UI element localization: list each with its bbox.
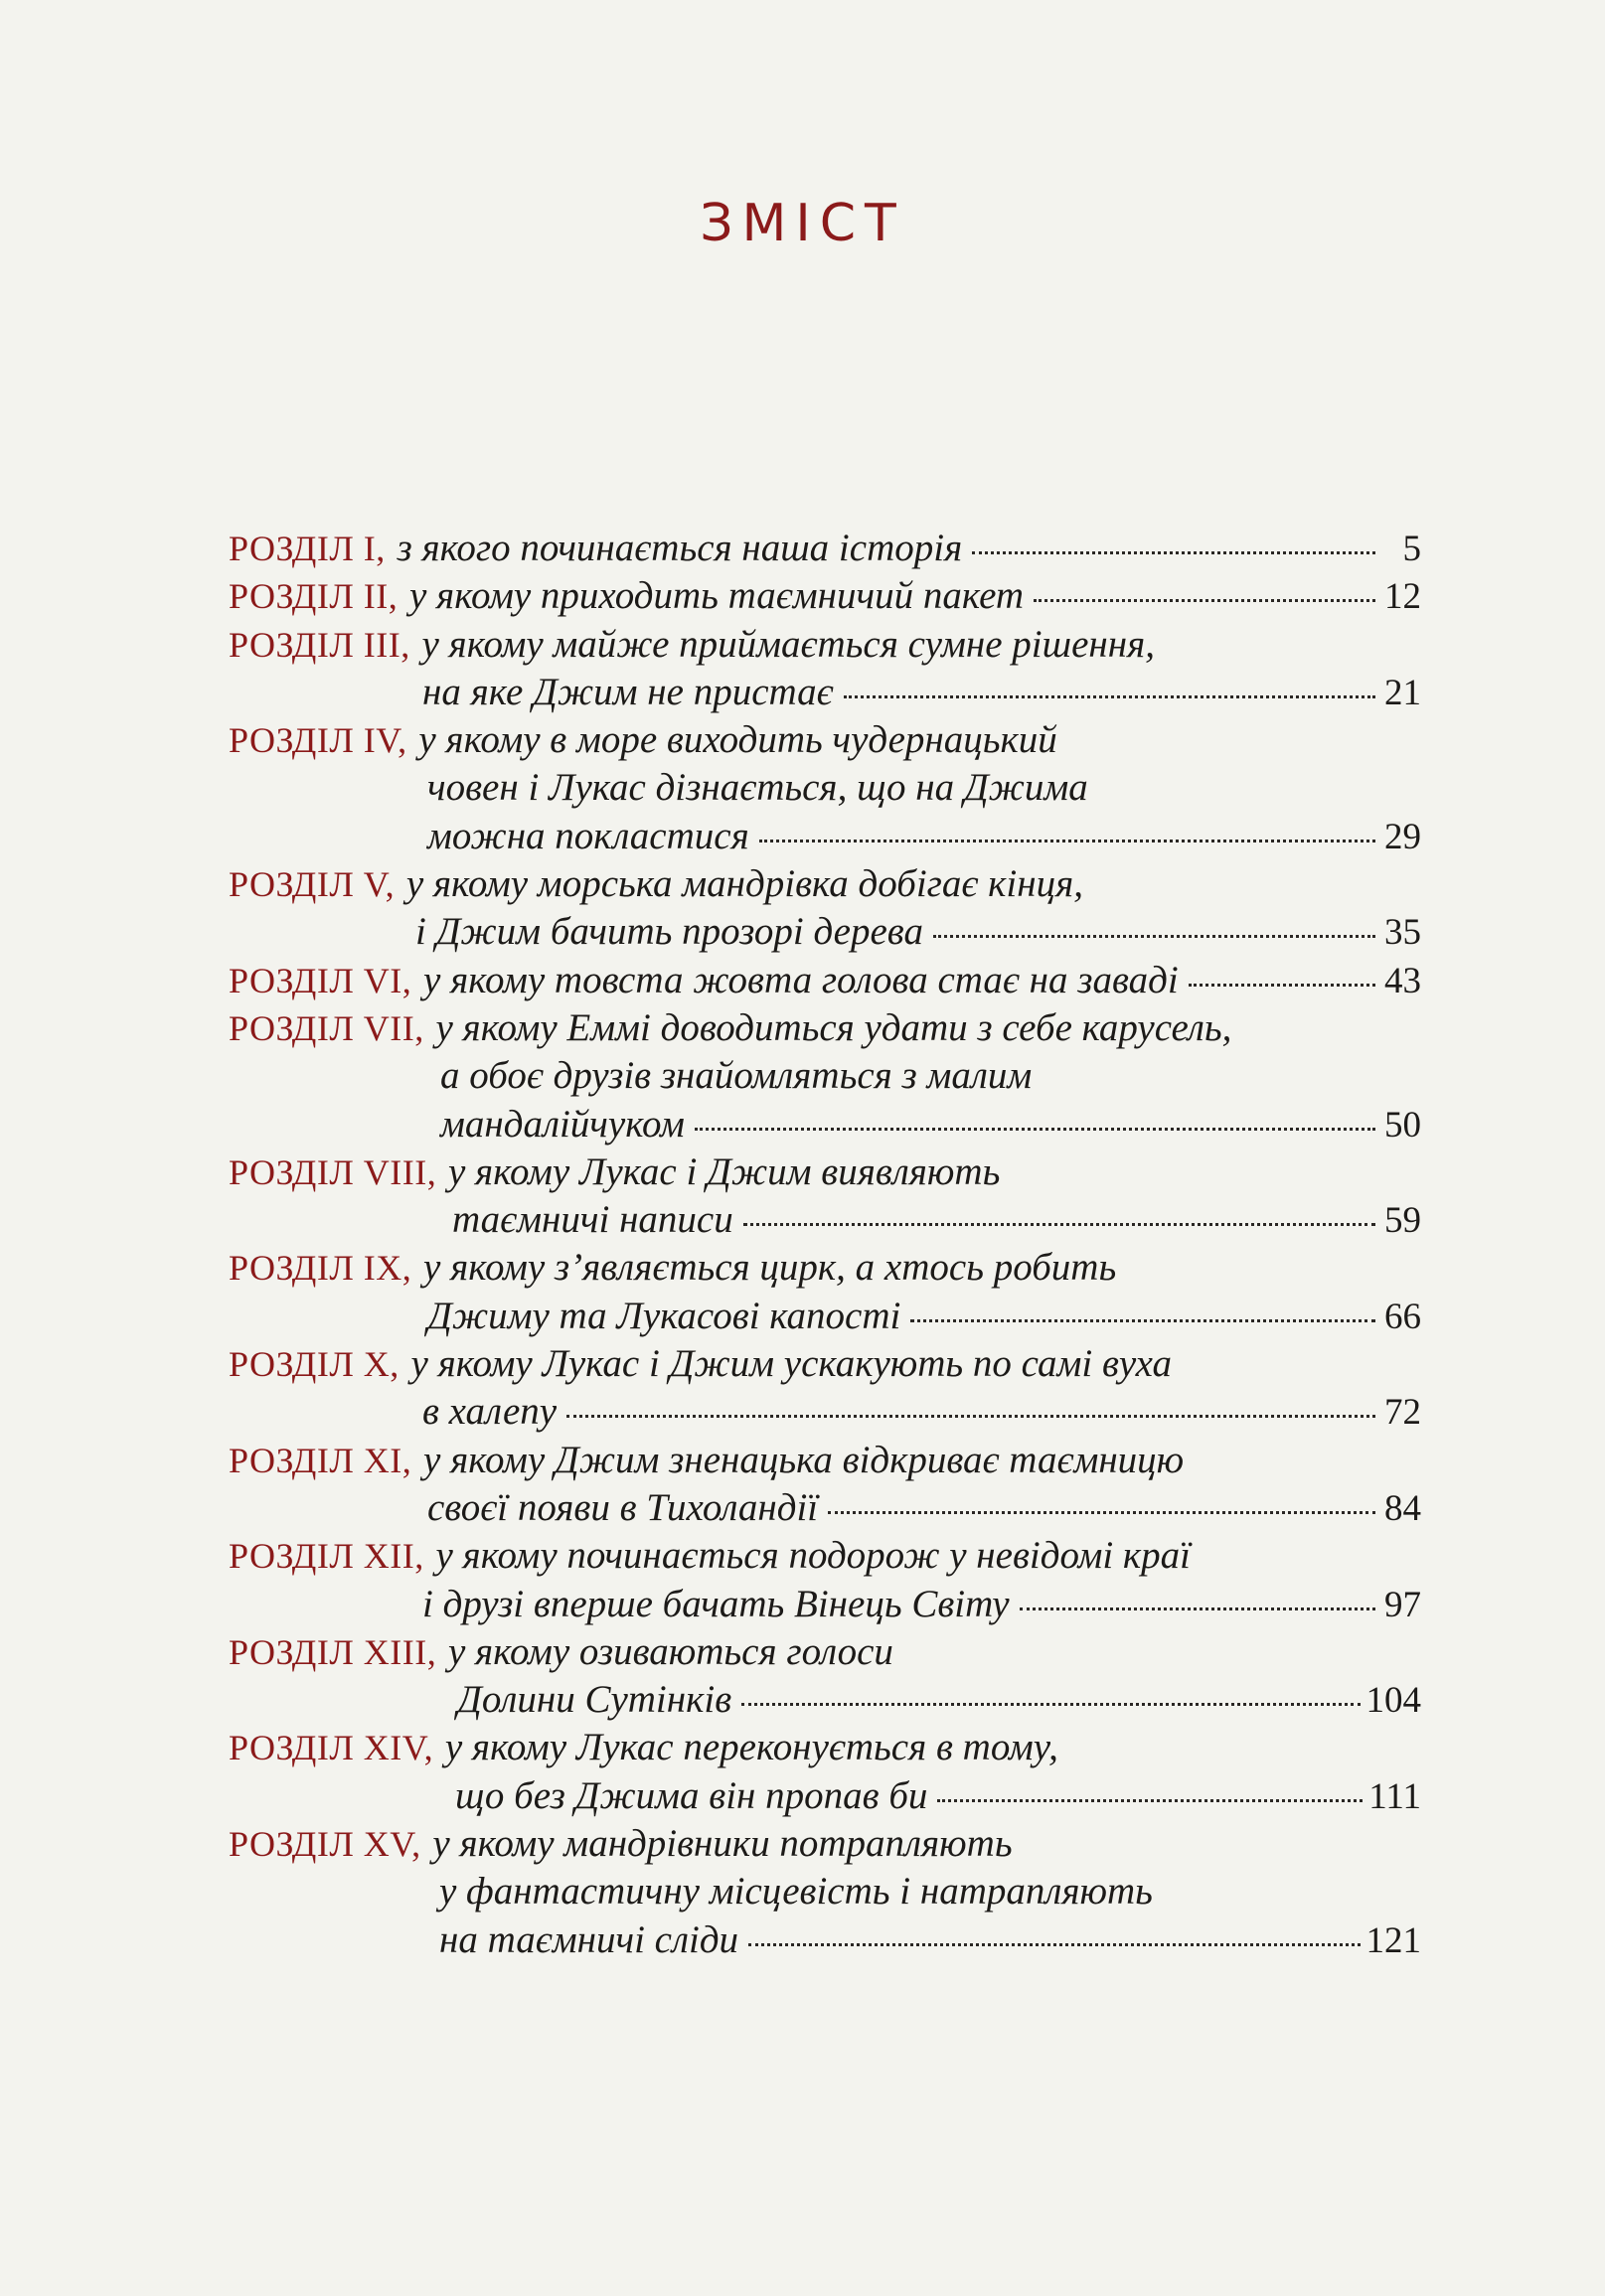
chapter-title-text: що без Джима він пропав би [455, 1773, 928, 1817]
toc-entry [229, 1340, 1421, 1437]
toc-entry [229, 1244, 1421, 1340]
table-of-contents [229, 525, 1421, 1964]
chapter-title-text: на таємничі сліди [439, 1917, 739, 1961]
toc-entry-first-line [229, 1820, 1421, 1868]
toc-entry-first-line [229, 1437, 1421, 1484]
dot-leader [828, 1511, 1375, 1514]
dot-leader [937, 1799, 1363, 1802]
chapter-title-text: і друзі вперше бачать Вінець Світу [422, 1582, 1010, 1625]
dot-leader [1034, 599, 1375, 602]
chapter-label: РОЗДІЛ XI, [229, 1440, 412, 1480]
page-number: 72 [1384, 1392, 1421, 1434]
chapter-title-text: у якому Лукас і Джим ускакують по самі вуха [410, 1342, 1172, 1386]
page-number: 121 [1365, 1919, 1421, 1961]
dot-leader [743, 1223, 1375, 1226]
toc-entry-first-line [229, 716, 1421, 764]
toc-entry-first-line [229, 1244, 1421, 1292]
chapter-label: РОЗДІЛ I, [229, 529, 386, 568]
chapter-label: РОЗДІЛ X, [229, 1344, 400, 1385]
chapter-title-text: з якого починається наша історія [397, 527, 963, 569]
chapter-title-text: і Джим бачить прозорі дерева [415, 910, 923, 954]
toc-entry-continuation-line [229, 1581, 1421, 1628]
page-number: 21 [1384, 672, 1421, 713]
dot-leader [1020, 1607, 1375, 1610]
dot-leader [933, 935, 1375, 938]
toc-entry-continuation-line [229, 1868, 1421, 1915]
chapter-title-text: у фантастичну місцевість і натрапляють [439, 1870, 1153, 1913]
toc-entry-continuation-line [229, 1196, 1421, 1244]
dot-leader [759, 840, 1375, 842]
dot-leader [910, 1319, 1375, 1322]
chapter-label: РОЗДІЛ V, [229, 864, 396, 905]
toc-entry-continuation-line [229, 1772, 1421, 1820]
toc-entry [229, 1628, 1421, 1725]
chapter-title-text: у якому Джим зненацька відкриває таємницю [423, 1438, 1185, 1481]
chapter-title-text: у якому майже приймається сумне рішення, [421, 622, 1155, 666]
chapter-title-text: а обоє друзів знайомляться з малим [440, 1054, 1033, 1098]
chapter-title-text: таємничі написи [452, 1198, 733, 1242]
chapter-title-text: у якому озиваються голоси [448, 1629, 893, 1673]
page-number: 104 [1365, 1680, 1421, 1722]
page-number: 43 [1384, 960, 1421, 1001]
chapter-label: РОЗДІЛ III, [229, 624, 410, 665]
toc-entry-continuation-line [229, 669, 1421, 716]
chapter-title-text: своєї появи в Тихоландії [427, 1485, 819, 1529]
chapter-title-text: у якому з’являється цирк, а хтось робить [423, 1246, 1117, 1290]
toc-entry [229, 1437, 1421, 1533]
page-title: ЗМІСТ [700, 194, 905, 253]
chapter-label: РОЗДІЛ XV, [229, 1824, 421, 1865]
toc-entry-first-line [229, 621, 1421, 669]
toc-entry-continuation-line [229, 908, 1421, 956]
chapter-title-text: у якому морська мандрівка добігає кінця, [405, 862, 1083, 906]
toc-entry [229, 1532, 1421, 1628]
toc-entry-first-line [229, 1724, 1421, 1771]
toc-entry [229, 860, 1421, 957]
toc-entry-continuation-line [229, 1916, 1421, 1964]
page-number: 50 [1384, 1104, 1421, 1146]
chapter-title-text: у якому починається подорож у невідомі краї [435, 1534, 1192, 1578]
chapter-label: РОЗДІЛ IV, [229, 720, 407, 761]
toc-entry-first-line [229, 1532, 1421, 1580]
toc-entry [229, 1724, 1421, 1820]
chapter-title-text: у якому приходить таємничий пакет [409, 574, 1025, 618]
chapter-title-text: у якому Еммі доводиться удати з себе карусель, [435, 1005, 1232, 1049]
toc-entry-first-line [229, 1340, 1421, 1388]
toc-entry [229, 957, 1421, 1004]
dot-leader [566, 1415, 1375, 1418]
toc-entry-continuation-line [229, 813, 1421, 860]
chapter-label: РОЗДІЛ II, [229, 576, 399, 617]
page-number: 12 [1384, 576, 1421, 618]
dot-leader [695, 1128, 1375, 1131]
chapter-label: РОЗДІЛ XIV, [229, 1728, 434, 1768]
page-number: 59 [1384, 1200, 1421, 1242]
toc-entry [229, 1820, 1421, 1964]
page-number: 84 [1384, 1487, 1421, 1529]
chapter-label: РОЗДІЛ IX, [229, 1248, 412, 1289]
page-number: 111 [1368, 1775, 1421, 1817]
toc-entry-first-line [229, 1628, 1421, 1676]
page-number: 66 [1384, 1296, 1421, 1337]
toc-entry [229, 572, 1421, 620]
toc-entry-continuation-line [229, 1052, 1421, 1100]
chapter-title-text: у якому Лукас переконується в тому, [444, 1726, 1058, 1769]
toc-entry-continuation-line [229, 1101, 1421, 1148]
toc-entry [229, 716, 1421, 860]
toc-entry-continuation-line [229, 764, 1421, 812]
chapter-title-text: на яке Джим не пристає [422, 670, 834, 713]
toc-entry [229, 1004, 1421, 1148]
toc-entry-first-line [229, 1148, 1421, 1196]
toc-entry-first-line [229, 860, 1421, 908]
chapter-title-text: у якому товста жовта голова стає на заваді [423, 958, 1179, 1001]
chapter-title-text: в халепу [422, 1390, 558, 1434]
chapter-title-text: човен і Лукас дізнається, що на Джима [427, 766, 1088, 810]
chapter-title-text: у якому в море виходить чудернацький [418, 718, 1057, 762]
chapter-title-text: Долини Сутінків [457, 1678, 732, 1722]
chapter-title-text: Джиму та Лукасові капості [427, 1294, 901, 1337]
dot-leader [972, 551, 1375, 554]
toc-entry-continuation-line [229, 1676, 1421, 1724]
dot-leader [1189, 984, 1375, 987]
page-number: 5 [1402, 529, 1421, 569]
chapter-title-text: мандалійчуком [440, 1102, 685, 1146]
toc-entry [229, 1148, 1421, 1245]
toc-entry-first-line [229, 1004, 1421, 1052]
dot-leader [748, 1943, 1360, 1946]
chapter-title-text: можна покластися [427, 814, 749, 857]
chapter-title-text: у якому Лукас і Джим виявляють [448, 1149, 1001, 1193]
chapter-label: РОЗДІЛ XIII, [229, 1631, 437, 1672]
dot-leader [844, 695, 1375, 698]
chapter-title-text: у якому мандрівники потрапляють [432, 1822, 1013, 1866]
chapter-label: РОЗДІЛ XII, [229, 1536, 424, 1577]
toc-entry-first-line [229, 572, 1421, 620]
toc-entry-continuation-line [229, 1293, 1421, 1340]
toc-entry [229, 525, 1421, 572]
page-number: 35 [1384, 912, 1421, 954]
toc-entry-first-line [229, 957, 1421, 1004]
toc-entry-first-line [229, 525, 1421, 572]
chapter-label: РОЗДІЛ VI, [229, 960, 412, 1000]
toc-entry [229, 621, 1421, 717]
chapter-label: РОЗДІЛ VIII, [229, 1151, 437, 1192]
toc-entry-continuation-line [229, 1388, 1421, 1436]
page-number: 29 [1384, 816, 1421, 857]
dot-leader [741, 1703, 1360, 1706]
toc-entry-continuation-line [229, 1484, 1421, 1532]
chapter-label: РОЗДІЛ VII, [229, 1007, 424, 1048]
page-number: 97 [1384, 1584, 1421, 1625]
